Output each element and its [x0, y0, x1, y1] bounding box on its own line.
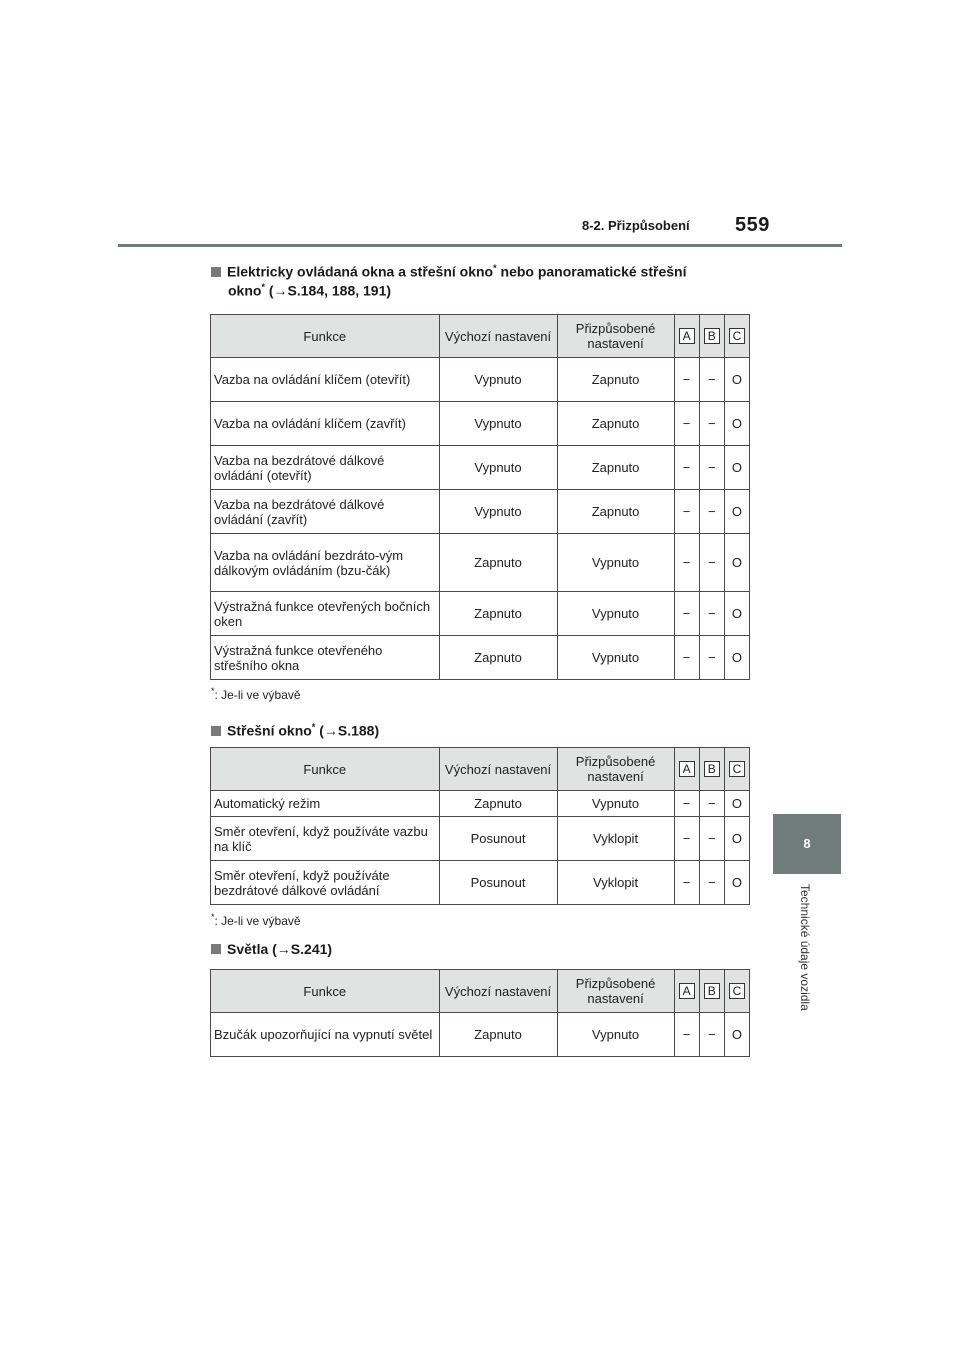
- column-header-b: [699, 315, 724, 358]
- column-a-cell: −: [674, 592, 699, 636]
- function-cell: Výstražná funkce otevřeného střešního okna: [211, 636, 440, 680]
- section2-page-ref: (→S.188): [315, 722, 380, 739]
- section3-title: Světla (→S.241): [227, 941, 333, 957]
- table-row: [211, 861, 750, 905]
- section1-title-part2: nebo panoramatické střešní: [496, 263, 687, 280]
- column-c-cell: O: [724, 446, 749, 490]
- column-c-cell: O: [724, 534, 749, 592]
- column-header-default: Výchozí nastavení: [439, 748, 557, 791]
- table-row: [211, 358, 750, 402]
- letter-b-box: B: [704, 983, 720, 999]
- function-cell: Směr otevření, když používáte vazbu na klíč: [211, 817, 440, 861]
- chapter-number: 8: [803, 836, 811, 851]
- column-b-cell: −: [699, 636, 724, 680]
- custom-value-cell: Vypnuto: [557, 592, 674, 636]
- section2-title: Střešní okno: [227, 722, 312, 739]
- square-bullet-icon: [211, 267, 221, 277]
- table-row: [211, 791, 750, 817]
- default-value-cell: Posunout: [439, 861, 557, 905]
- custom-value-cell: Vypnuto: [557, 791, 674, 817]
- table-row: [211, 490, 750, 534]
- section1-page-ref: (→S.184, 188, 191): [264, 282, 392, 299]
- square-bullet-icon: [211, 726, 221, 736]
- default-value-cell: Vypnuto: [439, 446, 557, 490]
- column-c-cell: O: [724, 791, 749, 817]
- table-row: [211, 817, 750, 861]
- footnote-text: : Je-li ve výbavě: [214, 914, 301, 928]
- column-b-cell: −: [699, 534, 724, 592]
- column-a-cell: −: [674, 1013, 699, 1057]
- column-header-custom: Přizpůsobené nastavení: [557, 748, 674, 791]
- column-b-cell: −: [699, 592, 724, 636]
- function-cell: Vazba na bezdrátové dálkové ovládání (otevřít): [211, 446, 440, 490]
- chapter-label: Technické údaje vozidla: [798, 884, 812, 1011]
- function-cell: Výstražná funkce otevřených bočních oken: [211, 592, 440, 636]
- table-row: [211, 1013, 750, 1057]
- table-row: [211, 402, 750, 446]
- square-bullet-icon: [211, 944, 221, 954]
- column-c-cell: O: [724, 358, 749, 402]
- footnote-text: : Je-li ve výbavě: [214, 688, 301, 702]
- column-header-a: [674, 315, 699, 358]
- column-header-a: [674, 970, 699, 1013]
- column-c-cell: O: [724, 1013, 749, 1057]
- section2-footnote: [211, 912, 301, 928]
- column-header-function: Funkce: [211, 315, 440, 358]
- page-number: 559: [735, 214, 770, 236]
- custom-value-cell: Vypnuto: [557, 636, 674, 680]
- column-header-b: [699, 970, 724, 1013]
- column-header-custom: Přizpůsobené nastavení: [557, 970, 674, 1013]
- column-b-cell: −: [699, 358, 724, 402]
- table-row: [211, 636, 750, 680]
- header-rule: [118, 244, 842, 247]
- letter-c-box: C: [729, 328, 745, 344]
- column-header-a: [674, 748, 699, 791]
- letter-b-box: B: [704, 328, 720, 344]
- custom-value-cell: Zapnuto: [557, 490, 674, 534]
- table-header-row: [211, 748, 750, 791]
- section1-title-part1: Elektricky ovládaná okna a střešní okno: [227, 263, 494, 280]
- letter-a-box: A: [679, 983, 695, 999]
- letter-b-box: B: [704, 761, 720, 777]
- table-row: [211, 592, 750, 636]
- default-value-cell: Vypnuto: [439, 402, 557, 446]
- column-a-cell: −: [674, 446, 699, 490]
- default-value-cell: Vypnuto: [439, 358, 557, 402]
- letter-a-box: A: [679, 761, 695, 777]
- function-cell: Automatický režim: [211, 791, 440, 817]
- column-a-cell: −: [674, 861, 699, 905]
- column-c-cell: O: [724, 817, 749, 861]
- lights-settings-table: [210, 969, 750, 1057]
- column-header-function: Funkce: [211, 970, 440, 1013]
- column-c-cell: O: [724, 490, 749, 534]
- section2-heading: [211, 716, 379, 742]
- column-b-cell: −: [699, 1013, 724, 1057]
- footnote-marker: *: [211, 912, 215, 922]
- column-header-default: Výchozí nastavení: [439, 970, 557, 1013]
- column-b-cell: −: [699, 861, 724, 905]
- default-value-cell: Vypnuto: [439, 490, 557, 534]
- custom-value-cell: Zapnuto: [557, 358, 674, 402]
- column-c-cell: O: [724, 402, 749, 446]
- column-c-cell: O: [724, 636, 749, 680]
- custom-value-cell: Vyklopit: [557, 817, 674, 861]
- function-cell: Vazba na ovládání klíčem (zavřít): [211, 402, 440, 446]
- section1-heading: [211, 257, 686, 283]
- section3-heading: [211, 938, 332, 960]
- column-header-custom: Přizpůsobené nastavení: [557, 315, 674, 358]
- chapter-tab: [773, 814, 841, 874]
- table-header-row: [211, 315, 750, 358]
- column-b-cell: −: [699, 791, 724, 817]
- column-header-c: [724, 315, 749, 358]
- footnote-marker: *: [261, 282, 265, 292]
- letter-a-box: A: [679, 328, 695, 344]
- column-c-cell: O: [724, 861, 749, 905]
- default-value-cell: Zapnuto: [439, 592, 557, 636]
- custom-value-cell: Vypnuto: [557, 1013, 674, 1057]
- column-header-c: [724, 748, 749, 791]
- letter-c-box: C: [729, 983, 745, 999]
- function-cell: Vazba na ovládání klíčem (otevřít): [211, 358, 440, 402]
- table-row: [211, 446, 750, 490]
- section1-title-word: okno: [228, 282, 262, 299]
- footnote-marker: *: [493, 263, 497, 273]
- footnote-marker: *: [311, 722, 316, 732]
- column-a-cell: −: [674, 817, 699, 861]
- column-header-default: Výchozí nastavení: [439, 315, 557, 358]
- custom-value-cell: Zapnuto: [557, 446, 674, 490]
- custom-value-cell: Vypnuto: [557, 534, 674, 592]
- function-cell: Bzučák upozorňující na vypnutí světel: [211, 1013, 440, 1057]
- table-header-row: [211, 970, 750, 1013]
- column-b-cell: −: [699, 817, 724, 861]
- footnote-marker: *: [211, 686, 215, 696]
- column-a-cell: −: [674, 490, 699, 534]
- column-header-function: Funkce: [211, 748, 440, 791]
- column-a-cell: −: [674, 534, 699, 592]
- column-a-cell: −: [674, 791, 699, 817]
- section1-heading-line2: [228, 282, 391, 299]
- default-value-cell: Zapnuto: [439, 636, 557, 680]
- default-value-cell: Zapnuto: [439, 791, 557, 817]
- default-value-cell: Zapnuto: [439, 534, 557, 592]
- letter-c-box: C: [729, 761, 745, 777]
- column-header-c: [724, 970, 749, 1013]
- column-c-cell: O: [724, 592, 749, 636]
- sunroof-settings-table: [210, 747, 750, 905]
- column-b-cell: −: [699, 490, 724, 534]
- windows-settings-table: [210, 314, 750, 680]
- default-value-cell: Posunout: [439, 817, 557, 861]
- function-cell: Směr otevření, když používáte bezdrátové dálkové ovládání: [211, 861, 440, 905]
- column-b-cell: −: [699, 402, 724, 446]
- table-row: [211, 534, 750, 592]
- default-value-cell: Zapnuto: [439, 1013, 557, 1057]
- section-header: 8-2. Přizpůsobení: [582, 218, 690, 233]
- custom-value-cell: Vyklopit: [557, 861, 674, 905]
- function-cell: Vazba na ovládání bezdráto-vým dálkovým ovládáním (bzu-čák): [211, 534, 440, 592]
- function-cell: Vazba na bezdrátové dálkové ovládání (zavřít): [211, 490, 440, 534]
- column-header-b: [699, 748, 724, 791]
- custom-value-cell: Zapnuto: [557, 402, 674, 446]
- column-a-cell: −: [674, 636, 699, 680]
- column-b-cell: −: [699, 446, 724, 490]
- column-a-cell: −: [674, 358, 699, 402]
- section1-footnote: [211, 686, 301, 702]
- column-a-cell: −: [674, 402, 699, 446]
